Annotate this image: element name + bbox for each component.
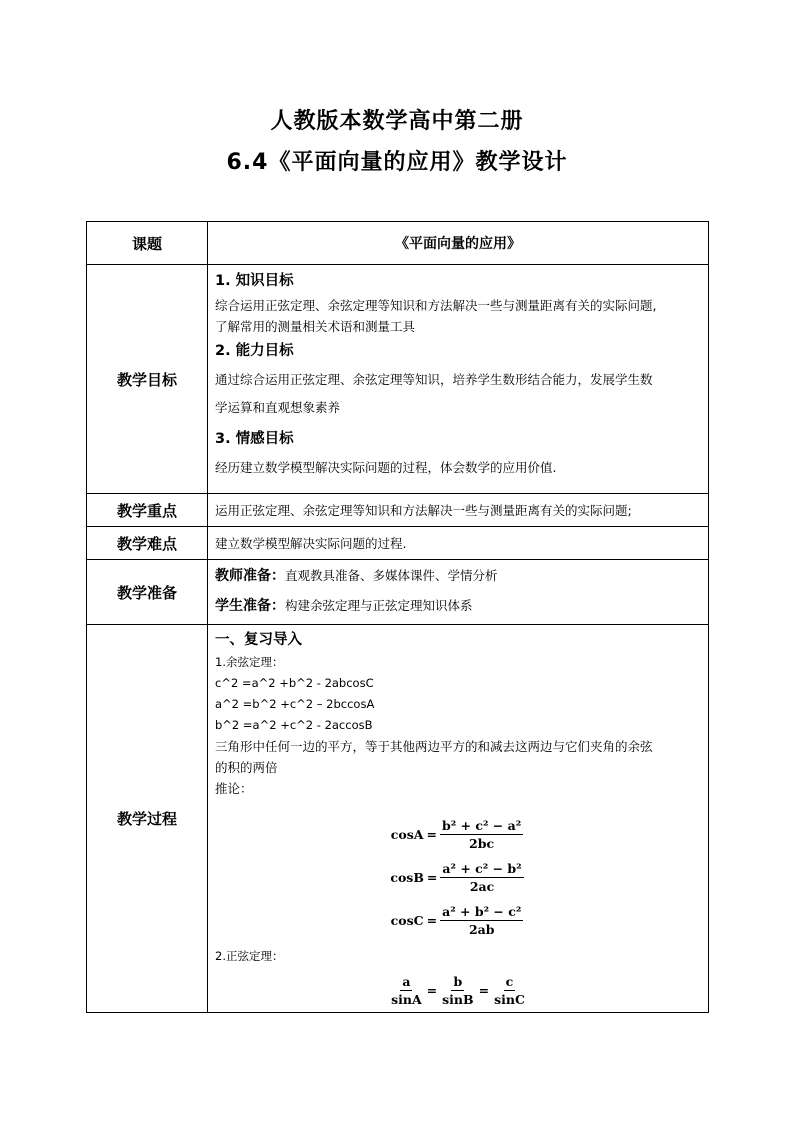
table-row-process bbox=[87, 625, 709, 1013]
cosine-desc-line1: 三角形中任何一边的平方，等于其他两边平方的和减去这两边与它们夹角的余弦 bbox=[215, 739, 653, 754]
formula-cosA-lhs: cosA bbox=[390, 827, 424, 842]
formula-cosA-denominator: 2bc bbox=[469, 836, 495, 851]
key-text: 运用正弦定理、余弦定理等知识和方法解决一些与测量距离有关的实际问题; bbox=[208, 494, 709, 527]
corollary-label: 推论： bbox=[215, 781, 253, 796]
formula-cosB-fraction bbox=[440, 860, 523, 895]
sine-law-numerator-a: a bbox=[402, 974, 411, 989]
difficulty-text: 建立数学模型解决实际问题的过程. bbox=[208, 527, 709, 560]
table-row-difficulties bbox=[87, 527, 709, 560]
sine-law-denominator-c: sinC bbox=[494, 992, 525, 1007]
formula-cosB-denominator: 2ac bbox=[469, 879, 495, 894]
formula-cosB-numerator: a² + c² − b² bbox=[442, 861, 522, 876]
sine-law-numerator-c: c bbox=[505, 974, 514, 989]
cosine-law-formula-2: a^2 =b^2 +c^2 – 2bccosA bbox=[215, 697, 375, 711]
formula-cosC-denominator: 2ab bbox=[468, 922, 495, 937]
goal3-heading: 3. 情感目标 bbox=[215, 431, 294, 447]
formula-cosA-numerator: b² + c² − a² bbox=[441, 818, 522, 833]
topic-label: 课题 bbox=[87, 222, 208, 265]
corollary-formulas bbox=[215, 813, 701, 942]
process-heading: 一、复习导入 bbox=[215, 632, 302, 648]
table-row-key-points bbox=[87, 494, 709, 527]
cosine-law-formula-1: c^2 =a^2 +b^2 - 2abcosC bbox=[215, 676, 374, 690]
goal1-text-line1: 综合运用正弦定理、余弦定理等知识和方法解决一些与测量距离有关的实际问题, bbox=[215, 298, 657, 313]
goal2-text-line2: 学运算和直观想象素养 bbox=[215, 400, 341, 415]
topic-value: 《平面向量的应用》 bbox=[208, 222, 709, 265]
goal2-text-line1: 通过综合运用正弦定理、余弦定理等知识，培养学生数形结合能力，发展学生数 bbox=[215, 372, 653, 387]
prep-teacher-label: 教师准备： bbox=[215, 568, 285, 584]
cosine-desc-line2: 的积的两倍 bbox=[215, 760, 278, 775]
process-label: 教学过程 bbox=[87, 625, 208, 1013]
prep-teacher-text: 直观教具准备、多媒体课件、学情分析 bbox=[285, 568, 498, 583]
formula-cosC-lhs: cosC bbox=[390, 913, 424, 928]
cosine-law-title: 1.余弦定理： bbox=[215, 655, 284, 669]
sine-law-numerator-b: b bbox=[453, 974, 463, 989]
table-row-goals bbox=[87, 265, 709, 494]
goal1-heading: 1. 知识目标 bbox=[215, 273, 294, 289]
process-content bbox=[208, 625, 709, 1013]
sine-law-formula: $\frac{a}{\sin A}$ = $\frac{b}{\sin B}$ = $\frac{c}{\sin C}$ bbox=[391, 974, 525, 1007]
goal1-text-line2: 了解常用的测量相关术语和测量工具 bbox=[215, 319, 416, 334]
difficulty-label: 教学难点 bbox=[87, 527, 208, 560]
cosine-law-formula-3: b^2 =a^2 +c^2 - 2accosB bbox=[215, 718, 373, 732]
goals-content bbox=[208, 265, 709, 494]
table-row-preparation bbox=[87, 560, 709, 625]
sine-law-fraction-b bbox=[440, 973, 475, 1008]
prep-content bbox=[208, 560, 709, 625]
goal2-heading: 2. 能力目标 bbox=[215, 343, 294, 359]
formula-cosB-lhs: cosB bbox=[390, 870, 424, 885]
prep-teacher bbox=[215, 561, 701, 591]
formula-cosC-fraction bbox=[440, 903, 523, 938]
prep-label: 教学准备 bbox=[87, 560, 208, 625]
prep-student-label: 学生准备： bbox=[215, 598, 285, 614]
formula-cosC-numerator: a² + b² − c² bbox=[442, 904, 522, 919]
formula-cosA: cosA = $\frac{\text{b² + c² − a²}}{2bc}$ bbox=[390, 818, 522, 851]
sine-law-fraction-a bbox=[389, 973, 424, 1008]
sine-law-fraction-c bbox=[492, 973, 527, 1008]
document-title: 人教版本数学高中第二册 bbox=[270, 109, 524, 134]
key-label: 教学重点 bbox=[87, 494, 208, 527]
formula-cosB: cosB = $\frac{\text{a² + c² − b²}}{2ac}$ bbox=[390, 861, 522, 894]
prep-student bbox=[215, 591, 701, 621]
sine-law-denominator-a: sinA bbox=[391, 992, 422, 1007]
formula-cosC: cosC = $\frac{\text{a² + b² − c²}}{2ab}$ bbox=[390, 904, 522, 937]
table-row-topic bbox=[87, 222, 709, 265]
goals-label: 教学目标 bbox=[87, 265, 208, 494]
lesson-plan-table bbox=[86, 221, 709, 1013]
goal3-text: 经历建立数学模型解决实际问题的过程，体会数学的应用价值. bbox=[215, 460, 557, 475]
sine-law-denominator-b: sinB bbox=[442, 992, 474, 1007]
prep-student-text: 构建余弦定理与正弦定理知识体系 bbox=[285, 598, 473, 613]
formula-cosA-fraction bbox=[440, 817, 523, 852]
sine-law-title: 2.正弦定理： bbox=[215, 949, 284, 963]
document-subtitle: 6.4《平面向量的应用》教学设计 bbox=[226, 150, 568, 175]
